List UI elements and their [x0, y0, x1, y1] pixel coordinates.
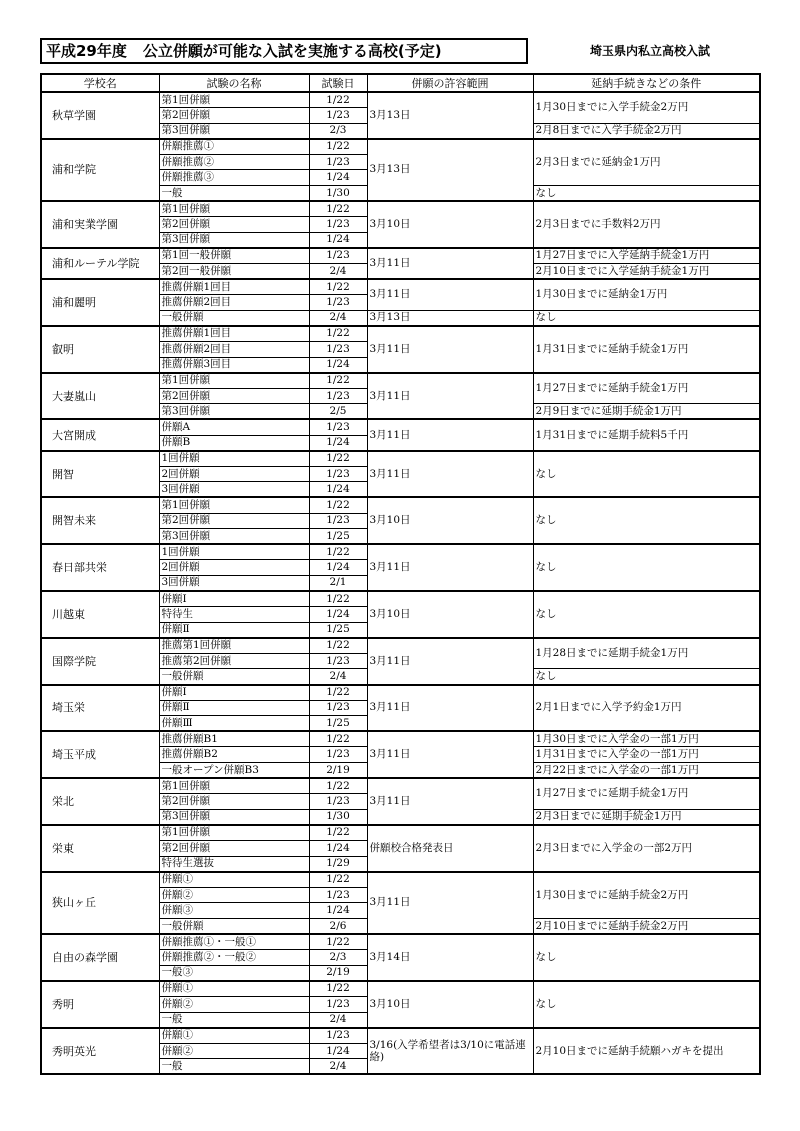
- exam-name: 併願①: [159, 981, 309, 997]
- deferral-condition: 1月27日までに延期手続金1万円: [533, 778, 760, 809]
- allowed-range: 3月11日: [367, 872, 533, 934]
- school-name: 浦和ルーテル学院: [41, 248, 159, 279]
- allowed-range: 3月13日: [367, 139, 533, 201]
- exam-date: 1/23: [309, 466, 367, 482]
- exam-date: 1/22: [309, 825, 367, 841]
- exam-name: 2回併願: [159, 466, 309, 482]
- school-name: 川越東: [41, 591, 159, 638]
- school-name: 春日部共栄: [41, 544, 159, 591]
- table-row: [41, 934, 760, 950]
- allowed-range: 3月11日: [367, 778, 533, 825]
- exam-name: 推薦併願2回目: [159, 295, 309, 311]
- allowed-range: 3月11日: [367, 279, 533, 310]
- exam-date: 1/22: [309, 497, 367, 513]
- exam-date: 1/23: [309, 747, 367, 763]
- exam-name: 推薦併願1回目: [159, 279, 309, 295]
- exam-date: 1/24: [309, 607, 367, 623]
- table-row: [41, 825, 760, 841]
- exam-name: 併願Ⅱ: [159, 622, 309, 638]
- table-row: [41, 201, 760, 217]
- exam-date: 1/23: [309, 217, 367, 233]
- exam-name: 推薦併願B2: [159, 747, 309, 763]
- deferral-condition: 2月22日までに入学金の一部1万円: [533, 763, 760, 779]
- exam-date: 1/22: [309, 981, 367, 997]
- exam-date: 1/29: [309, 856, 367, 872]
- exam-name: 第1回併願: [159, 201, 309, 217]
- deferral-condition: 1月28日までに延期手続金1万円: [533, 638, 760, 669]
- allowed-range: 3月13日: [367, 92, 533, 139]
- exam-date: 1/23: [309, 996, 367, 1012]
- deferral-condition: なし: [533, 669, 760, 685]
- exam-name: 一般併願: [159, 918, 309, 934]
- exam-name: 第3回併願: [159, 809, 309, 825]
- table-row: [41, 92, 760, 108]
- allowed-range: 3/16(入学希望者は3/10に電話連絡): [367, 1028, 533, 1075]
- exam-date: 2/1: [309, 575, 367, 591]
- deferral-condition: なし: [533, 451, 760, 498]
- exam-date: 1/22: [309, 451, 367, 467]
- exam-name: 第2回併願: [159, 217, 309, 233]
- table-row: [41, 1028, 760, 1044]
- exam-date: 2/3: [309, 950, 367, 966]
- table-row: [41, 685, 760, 701]
- table-row: [41, 326, 760, 342]
- school-name: 開智未来: [41, 497, 159, 544]
- exam-name: 一般: [159, 1059, 309, 1075]
- exam-name: 併願推薦③: [159, 170, 309, 186]
- exam-name: 併願②: [159, 1043, 309, 1059]
- exam-date: 1/25: [309, 716, 367, 732]
- allowed-range: 3月11日: [367, 326, 533, 373]
- deferral-condition: 2月3日までに手数料2万円: [533, 201, 760, 248]
- school-name: 埼玉栄: [41, 685, 159, 732]
- deferral-condition: なし: [533, 310, 760, 326]
- exam-date: 1/24: [309, 482, 367, 498]
- school-name: 大妻嵐山: [41, 373, 159, 420]
- deferral-condition: なし: [533, 186, 760, 202]
- exam-name: 推薦併願1回目: [159, 326, 309, 342]
- deferral-condition: 2月9日までに延期手続金1万円: [533, 404, 760, 420]
- allowed-range: 3月10日: [367, 201, 533, 248]
- document-title: [40, 38, 528, 64]
- exam-date: 1/24: [309, 841, 367, 857]
- deferral-condition: 2月3日までに入学金の一部2万円: [533, 825, 760, 872]
- exam-name: 推薦併願3回目: [159, 357, 309, 373]
- exam-date: 1/23: [309, 342, 367, 358]
- exam-name: 併願B: [159, 435, 309, 451]
- exam-name: 推薦第2回併願: [159, 653, 309, 669]
- exam-name: 推薦併願2回目: [159, 342, 309, 358]
- exam-date: 1/22: [309, 685, 367, 701]
- exam-date: 2/19: [309, 965, 367, 981]
- exam-name: 一般オープン併願B3: [159, 763, 309, 779]
- exam-name: 第2回併願: [159, 841, 309, 857]
- exam-name: 併願Ⅱ: [159, 700, 309, 716]
- exam-date: 1/22: [309, 934, 367, 950]
- table-row: [41, 497, 760, 513]
- deferral-condition: 1月27日までに延納手続金1万円: [533, 373, 760, 404]
- exam-date: 1/25: [309, 622, 367, 638]
- exam-name: 第3回併願: [159, 232, 309, 248]
- school-name: 開智: [41, 451, 159, 498]
- exam-date: 1/22: [309, 373, 367, 389]
- exam-date: 1/23: [309, 108, 367, 124]
- table-row: [41, 451, 760, 467]
- school-name: 叡明: [41, 326, 159, 373]
- allowed-range: 3月13日: [367, 310, 533, 326]
- exam-date: 1/22: [309, 778, 367, 794]
- allowed-range: 3月10日: [367, 591, 533, 638]
- school-name: 狭山ヶ丘: [41, 872, 159, 934]
- table-row: [41, 591, 760, 607]
- exam-date: 1/24: [309, 903, 367, 919]
- deferral-condition: なし: [533, 981, 760, 1028]
- table-row: [41, 638, 760, 654]
- exam-name: 併願推薦①: [159, 139, 309, 155]
- table-row: [41, 419, 760, 435]
- exam-date: 1/30: [309, 809, 367, 825]
- exam-date: 1/24: [309, 560, 367, 576]
- allowed-range: 3月11日: [367, 731, 533, 778]
- allowed-range: 3月11日: [367, 248, 533, 279]
- school-name: 大宮開成: [41, 419, 159, 450]
- exam-name: 2回併願: [159, 560, 309, 576]
- deferral-condition: 2月3日までに延納金1万円: [533, 139, 760, 186]
- exam-date: 1/23: [309, 653, 367, 669]
- exam-name: 一般併願: [159, 310, 309, 326]
- exam-date: 1/22: [309, 638, 367, 654]
- exam-date: 1/24: [309, 170, 367, 186]
- deferral-condition: 2月8日までに入学手続金2万円: [533, 123, 760, 139]
- exam-date: 1/24: [309, 1043, 367, 1059]
- exam-date: 1/22: [309, 731, 367, 747]
- deferral-condition: 1月31日までに入学金の一部1万円: [533, 747, 760, 763]
- exam-date: 2/3: [309, 123, 367, 139]
- column-header-exam-date: 試験日: [309, 74, 367, 92]
- table-row: [41, 373, 760, 389]
- exam-name: 第3回併願: [159, 123, 309, 139]
- exam-name: 併願推薦②: [159, 154, 309, 170]
- exam-date: 2/5: [309, 404, 367, 420]
- exam-date: 1/24: [309, 232, 367, 248]
- table-row: [41, 139, 760, 155]
- table-header-row: [41, 74, 760, 92]
- exam-name: 併願③: [159, 903, 309, 919]
- exam-date: 1/23: [309, 1028, 367, 1044]
- deferral-condition: 2月10日までに入学延納手続金1万円: [533, 264, 760, 280]
- exam-date: 1/22: [309, 591, 367, 607]
- school-name: 秀明: [41, 981, 159, 1028]
- exam-date: 1/23: [309, 248, 367, 264]
- exam-date: 1/22: [309, 326, 367, 342]
- exam-name: 第1回併願: [159, 92, 309, 108]
- exam-name: 第3回併願: [159, 529, 309, 545]
- school-name: 栄東: [41, 825, 159, 872]
- exam-name: 3回併願: [159, 482, 309, 498]
- exam-name: 併願②: [159, 996, 309, 1012]
- deferral-condition: なし: [533, 497, 760, 544]
- table-body: [41, 92, 760, 1074]
- exam-date: 1/22: [309, 139, 367, 155]
- exam-date: 2/6: [309, 918, 367, 934]
- school-name: 秋草学園: [41, 92, 159, 139]
- exam-name: 第2回併願: [159, 388, 309, 404]
- exam-date: 1/23: [309, 388, 367, 404]
- school-name: 浦和実業学園: [41, 201, 159, 248]
- exam-name: 併願①: [159, 872, 309, 888]
- exam-name: 一般: [159, 1012, 309, 1028]
- exam-name: 第2回併願: [159, 108, 309, 124]
- table-row: [41, 544, 760, 560]
- deferral-condition: なし: [533, 544, 760, 591]
- allowed-range: 3月11日: [367, 685, 533, 732]
- exam-name: 第1回併願: [159, 373, 309, 389]
- exam-date: 2/19: [309, 763, 367, 779]
- exam-name: 併願推薦②・一般②: [159, 950, 309, 966]
- allowed-range: 3月11日: [367, 544, 533, 591]
- exam-date: 2/4: [309, 310, 367, 326]
- deferral-condition: なし: [533, 591, 760, 638]
- table-row: [41, 731, 760, 747]
- exam-date: 1/23: [309, 794, 367, 810]
- exam-name: 第2回併願: [159, 794, 309, 810]
- exam-name: 3回併願: [159, 575, 309, 591]
- exam-name: 一般併願: [159, 669, 309, 685]
- exam-date: 2/4: [309, 264, 367, 280]
- exam-date: 1/24: [309, 357, 367, 373]
- exam-date: 1/22: [309, 279, 367, 295]
- exam-date: 1/22: [309, 544, 367, 560]
- table-row: [41, 778, 760, 794]
- deferral-condition: 2月10日までに延納手続金2万円: [533, 918, 760, 934]
- exam-name: 一般: [159, 186, 309, 202]
- exam-name: 推薦第1回併願: [159, 638, 309, 654]
- deferral-condition: 2月1日までに入学予約金1万円: [533, 685, 760, 732]
- column-header-conditions: 延納手続きなどの条件: [533, 74, 760, 92]
- allowed-range: 3月14日: [367, 934, 533, 981]
- deferral-condition: 1月30日までに延納手続金2万円: [533, 872, 760, 919]
- exam-date: 1/24: [309, 435, 367, 451]
- school-name: 栄北: [41, 778, 159, 825]
- exam-date: 2/4: [309, 669, 367, 685]
- exam-date: 1/22: [309, 872, 367, 888]
- exam-name: 第1回併願: [159, 778, 309, 794]
- school-name: 秀明英光: [41, 1028, 159, 1075]
- deferral-condition: 1月30日までに入学金の一部1万円: [533, 731, 760, 747]
- deferral-condition: 1月30日までに延納金1万円: [533, 279, 760, 310]
- exam-date: 1/23: [309, 513, 367, 529]
- deferral-condition: 2月3日までに延期手続金1万円: [533, 809, 760, 825]
- exam-name: 併願推薦①・一般①: [159, 934, 309, 950]
- exam-date: 1/23: [309, 295, 367, 311]
- column-header-allowed-range: 併願の許容範囲: [367, 74, 533, 92]
- exam-date: 1/23: [309, 700, 367, 716]
- allowed-range: 併願校合格発表日: [367, 825, 533, 872]
- exam-name: 併願Ⅲ: [159, 716, 309, 732]
- admission-table: [40, 73, 761, 1075]
- table-row: [41, 279, 760, 295]
- exam-name: 特待生: [159, 607, 309, 623]
- exam-name: 第3回併願: [159, 404, 309, 420]
- title-year: 平成29年度: [46, 42, 127, 60]
- deferral-condition: 2月10日までに延納手続願ハガキを提出: [533, 1028, 760, 1075]
- exam-name: 特待生選抜: [159, 856, 309, 872]
- exam-name: 併願①: [159, 1028, 309, 1044]
- exam-name: 推薦併願B1: [159, 731, 309, 747]
- exam-date: 1/23: [309, 419, 367, 435]
- allowed-range: 3月11日: [367, 419, 533, 450]
- deferral-condition: 1月31日までに延納手続金1万円: [533, 326, 760, 373]
- allowed-range: 3月11日: [367, 638, 533, 685]
- deferral-condition: 1月31日までに延期手続料5千円: [533, 419, 760, 450]
- title-main: 公立併願が可能な入試を実施する高校(予定): [142, 42, 442, 60]
- school-name: 浦和学院: [41, 139, 159, 201]
- exam-date: 1/25: [309, 529, 367, 545]
- exam-date: 1/30: [309, 186, 367, 202]
- school-name: 埼玉平成: [41, 731, 159, 778]
- allowed-range: 3月11日: [367, 373, 533, 420]
- exam-name: 第2回併願: [159, 513, 309, 529]
- allowed-range: 3月11日: [367, 451, 533, 498]
- exam-date: 1/22: [309, 201, 367, 217]
- exam-name: 併願Ⅰ: [159, 685, 309, 701]
- table-row: [41, 872, 760, 888]
- school-name: 自由の森学園: [41, 934, 159, 981]
- exam-name: 第1回併願: [159, 497, 309, 513]
- school-name: 国際学院: [41, 638, 159, 685]
- exam-name: 併願②: [159, 887, 309, 903]
- column-header-school: 学校名: [41, 74, 159, 92]
- exam-name: 併願Ⅰ: [159, 591, 309, 607]
- exam-name: 併願A: [159, 419, 309, 435]
- deferral-condition: 1月27日までに入学延納手続金1万円: [533, 248, 760, 264]
- exam-name: 第2回一般併願: [159, 264, 309, 280]
- exam-date: 1/23: [309, 887, 367, 903]
- exam-date: 1/23: [309, 154, 367, 170]
- column-header-exam-name: 試験の名称: [159, 74, 309, 92]
- school-name: 浦和麗明: [41, 279, 159, 326]
- exam-date: 1/22: [309, 92, 367, 108]
- table-row: [41, 248, 760, 264]
- document-subtitle: 埼玉県内私立高校入試: [590, 44, 711, 58]
- exam-name: 1回併願: [159, 451, 309, 467]
- deferral-condition: なし: [533, 934, 760, 981]
- deferral-condition: 1月30日までに入学手続金2万円: [533, 92, 760, 123]
- exam-date: 2/4: [309, 1059, 367, 1075]
- exam-date: 2/4: [309, 1012, 367, 1028]
- exam-name: 1回併願: [159, 544, 309, 560]
- exam-name: 第1回一般併願: [159, 248, 309, 264]
- table-row: [41, 981, 760, 997]
- exam-name: 一般③: [159, 965, 309, 981]
- allowed-range: 3月10日: [367, 497, 533, 544]
- allowed-range: 3月10日: [367, 981, 533, 1028]
- exam-name: 第1回併願: [159, 825, 309, 841]
